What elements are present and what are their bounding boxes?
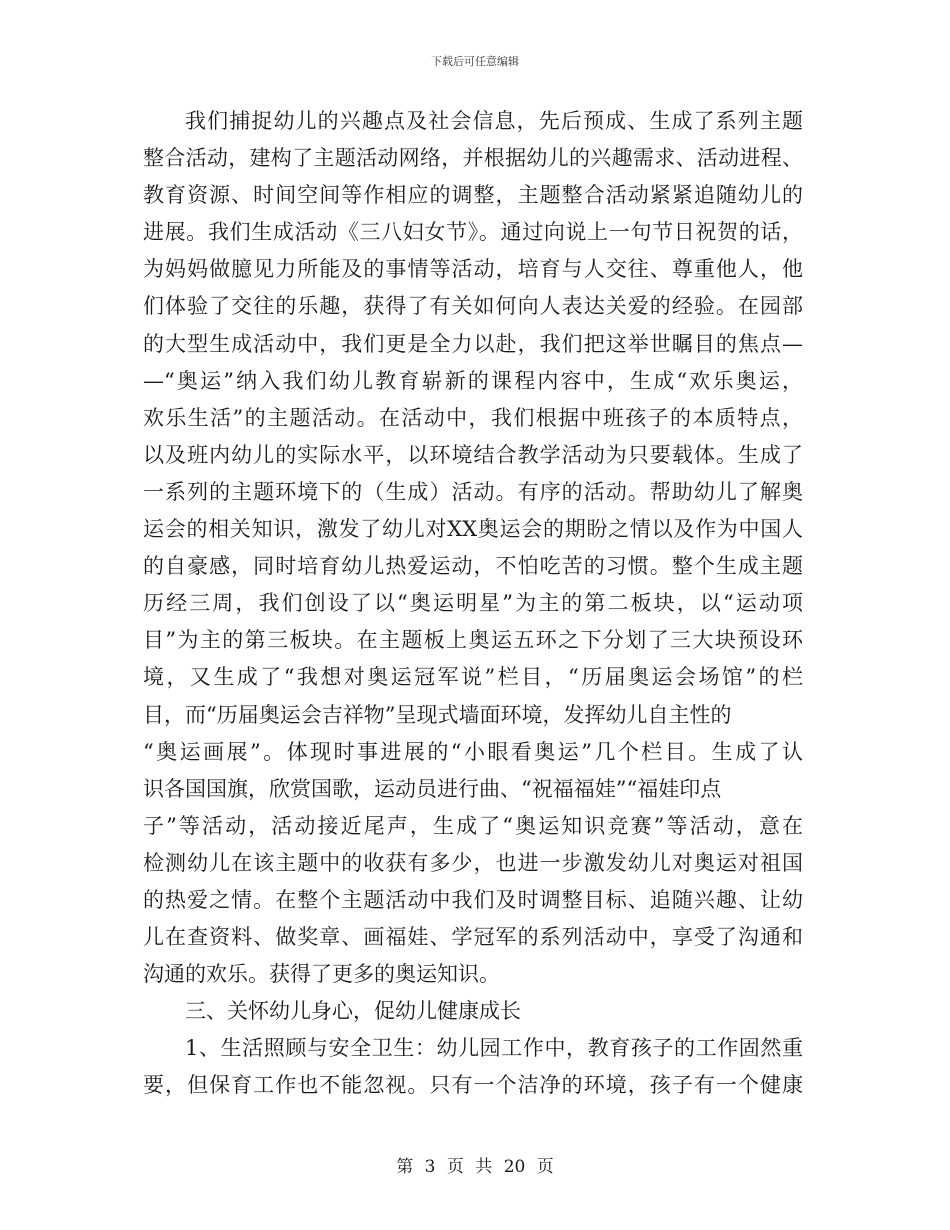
paragraph-line: 运会的相关知识，激发了幼儿对XX奥运会的期盼之情以及作为中国人 (143, 517, 803, 542)
paragraph-line: 1、生活照顾与安全卫生：幼儿园工作中，教育孩子的工作固然重 (185, 1036, 803, 1061)
paragraph-line: 的大型生成活动中，我们更是全力以赴，我们把这举世瞩目的焦点— (143, 331, 803, 356)
paragraph-line: 一系列的主题环境下的（生成）活动。有序的活动。帮助幼儿了解奥 (143, 479, 803, 504)
paragraph-line: 的热爱之情。在整个主题活动中我们及时调整目标、追随兴趣、让幼 (143, 887, 803, 912)
paragraph-line: 儿在查资料、做奖章、画福娃、学冠军的系列活动中，享受了沟通和 (143, 925, 803, 950)
section-heading: 三、关怀幼儿身心，促幼儿健康成长 (185, 999, 521, 1024)
paragraph-line: 以及班内幼儿的实际水平，以环境结合教学活动为只要载体。生成了 (143, 442, 803, 467)
document-body (143, 103, 803, 1105)
paragraph-line: 识各国国旗，欣赏国歌，运动员进行曲、“祝福福娃”“福娃印点 (143, 776, 722, 801)
page-header: 下载后可任意编辑 (431, 55, 519, 68)
paragraph-line: 欢乐生活”的主题活动。在活动中，我们根据中班孩子的本质特点， (143, 405, 803, 430)
paragraph-line: 整合活动，建构了主题活动网络，并根据幼儿的兴趣需求、活动进程、 (143, 146, 803, 171)
paragraph-line: 的自豪感，同时培育幼儿热爱运动，不怕吃苦的习惯。整个生成主题 (143, 554, 803, 579)
paragraph-line: 沟通的欢乐。获得了更多的奥运知识。 (143, 962, 500, 987)
paragraph-line: 要，但保育工作也不能忽视。只有一个洁净的环境，孩子有一个健康 (143, 1073, 803, 1098)
paragraph-line: 目”为主的第三板块。在主题板上奥运五环之下分划了三大块预设环 (143, 628, 803, 653)
paragraph-line: “奥运画展”。体现时事进展的“小眼看奥运”几个栏目。生成了认 (143, 739, 803, 764)
paragraph-line: 子”等活动，活动接近尾声，生成了“奥运知识竞赛”等活动，意在 (143, 813, 803, 838)
paragraph-line: 进展。我们生成活动《三八妇女节》。通过向说上一句节日祝贺的话， (143, 220, 803, 245)
paragraph-line: 历经三周，我们创设了以“奥运明星”为主的第二板块，以“运动项 (143, 591, 803, 616)
paragraph-line: 目，而“历届奥运会吉祥物”呈现式墙面环境，发挥幼儿自主性的 (143, 702, 732, 727)
paragraph-line: 们体验了交往的乐趣，获得了有关如何向人表达关爱的经验。在园部 (143, 294, 803, 319)
paragraph-line: 为妈妈做臆见力所能及的事情等活动，培育与人交往、尊重他人，他 (143, 257, 803, 282)
paragraph-line: 境，又生成了“我想对奥运冠军说”栏目，“历届奥运会场馆”的栏 (143, 665, 803, 690)
page-number: 第 3 页 共 20 页 (396, 1157, 554, 1177)
paragraph-line: 我们捕捉幼儿的兴趣点及社会信息，先后预成、生成了系列主题 (185, 109, 803, 133)
paragraph-line: 检测幼儿在该主题中的收获有多少，也进一步激发幼儿对奥运对祖国 (143, 850, 803, 875)
paragraph-line: 教育资源、时间空间等作相应的调整，主题整合活动紧紧追随幼儿的 (143, 183, 803, 208)
paragraph-line: —“奥运”纳入我们幼儿教育崭新的课程内容中，生成“欢乐奥运， (143, 368, 803, 393)
